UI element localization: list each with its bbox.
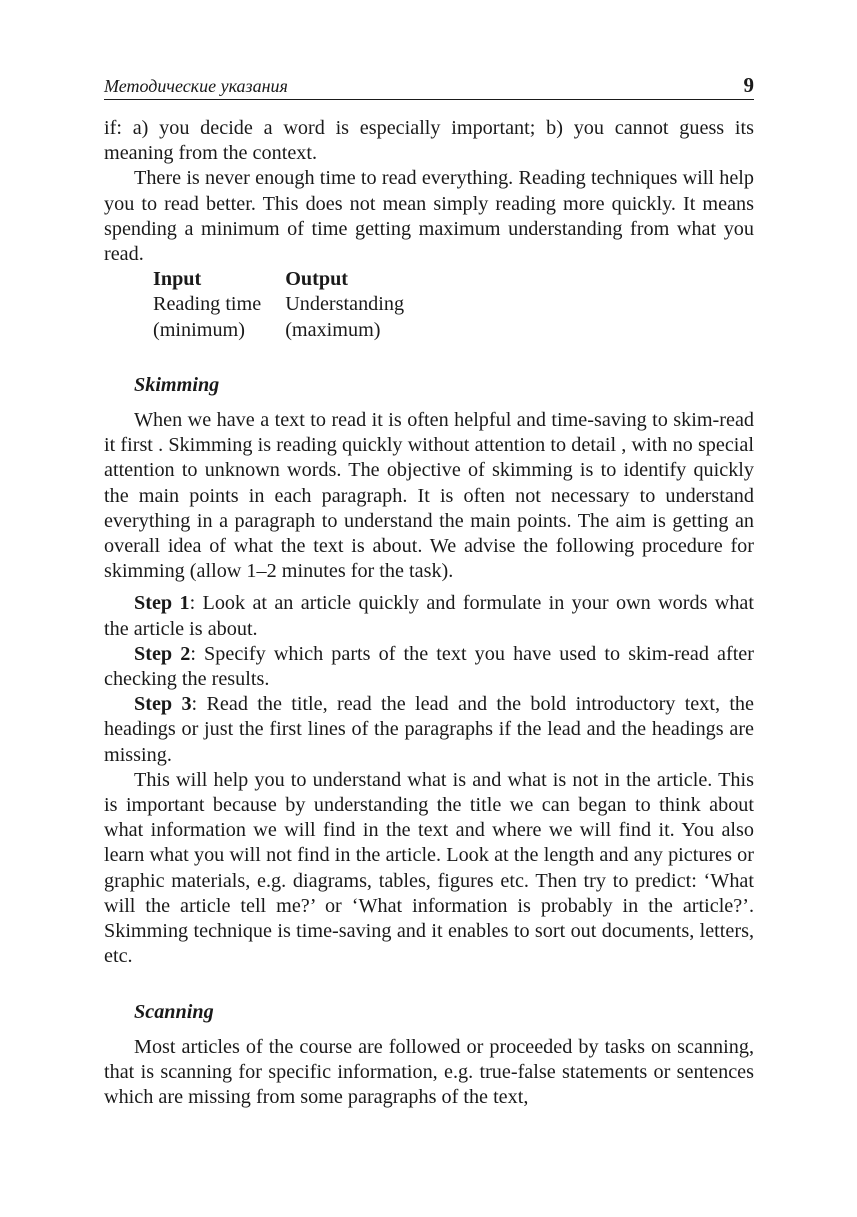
table-cell: (maximum) [285, 318, 381, 341]
step-1-label: Step 1 [134, 592, 190, 615]
table-cell: (minimum) [153, 318, 245, 341]
step-2-text: : Specify which parts of the text you have used to skim-read after checking the results. [104, 642, 754, 691]
step-1-text: : Look at an article quickly and formulate in your own words what the article is about. [104, 592, 754, 640]
intro-paragraph-1: if: a) you decide a word is especially important; b) you cannot guess its meaning from the context. [104, 117, 754, 165]
page-body [104, 116, 754, 1110]
skimming-paragraph-1: When we have a text to read it is often helpful and time-saving to skim-read it first . Skimming is reading quickly without attention to detail , with no special attention to unknown words. The objective of skimming is to identify quickly the main points in each paragraph. It is often not necessary to understand everything in a paragraph to understand the main points. The aim is getting an overall idea of what the text is about. We advise the following procedure for skimming (allow 1–2 minutes for the task). [104, 409, 754, 583]
scanning-paragraph-1: Most articles of the course are followed or proceeded by tasks on scanning, that is scanning for specific information, e.g. true-false statements or sentences which are missing from some paragraphs of the text, [104, 1035, 754, 1109]
running-title: Методические указания [104, 76, 288, 96]
step-2 [104, 642, 754, 692]
page-header [104, 73, 754, 100]
page-number: 9 [743, 73, 754, 97]
input-output-table [153, 267, 428, 343]
table-header-output: Output [285, 268, 349, 291]
step-3 [104, 692, 754, 768]
table-row [153, 292, 428, 317]
step-1 [104, 591, 754, 641]
table-header-input: Input [153, 268, 202, 291]
intro-paragraph-2: There is never enough time to read everything. Reading techniques will help you to read better. This does not mean simply reading more quickly. It means spending a minimum of time getting maximum understanding from what you read. [104, 167, 754, 266]
table-cell: Reading time [153, 293, 262, 316]
step-3-label: Step 3 [134, 693, 192, 716]
table-row [153, 318, 428, 343]
skimming-heading: Skimming [134, 373, 220, 396]
skimming-paragraph-2: This will help you to understand what is and what is not in the article. This is important because by understanding the title we can began to think about what information we will find in the text and where we will find it. You also learn what you will not find in the article. Look at the length and any pictures or graphic materials, e.g. diagrams, tables, figures etc. Then try to predict: ‘What will the article tell me?’ or ‘What information is probably in the article?’. Skimming technique is time-saving and it enables to sort out documents, letters, etc. [104, 768, 754, 968]
step-2-label: Step 2 [134, 642, 191, 665]
table-cell: Understanding [285, 293, 405, 316]
scanning-heading: Scanning [134, 1000, 214, 1023]
table-header-row [153, 267, 428, 292]
step-3-text: : Read the title, read the lead and the bold introductory text, the headings or just the first lines of the paragraphs if the lead and the headings are missing. [104, 693, 754, 766]
